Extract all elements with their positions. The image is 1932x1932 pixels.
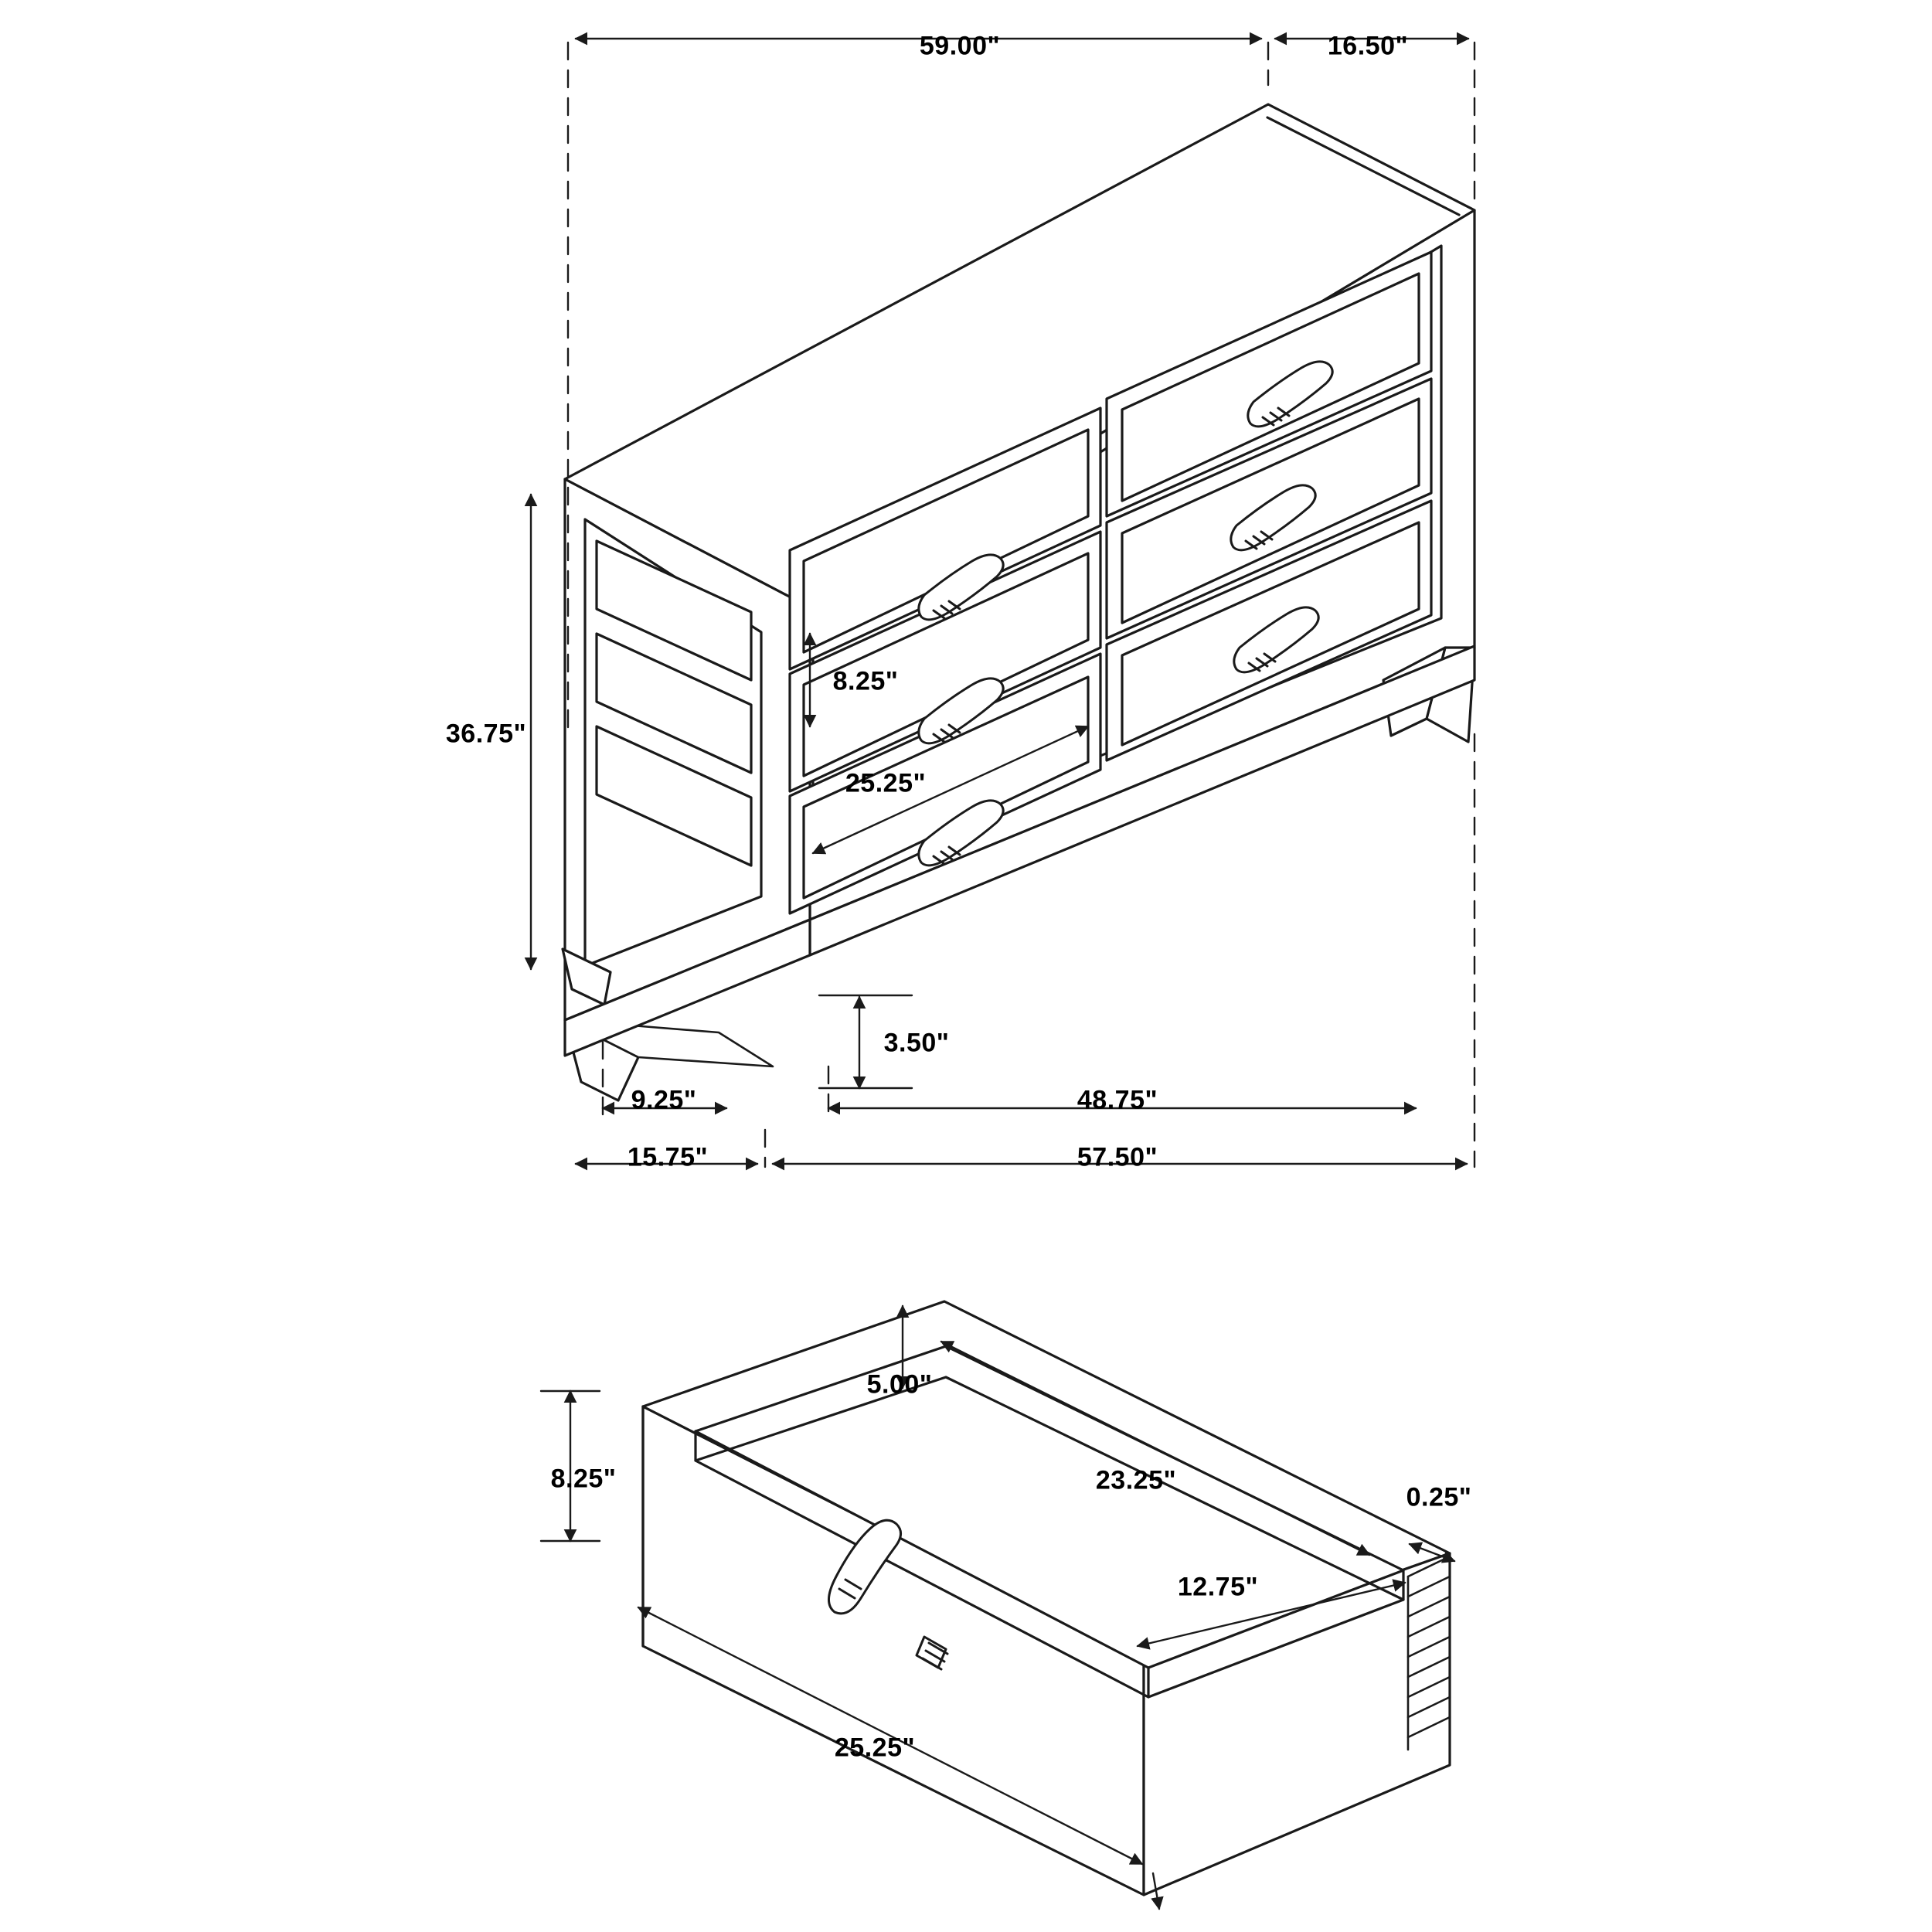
- dimension-label-drawer-height: 8.25": [832, 666, 899, 696]
- dimension-label-drawer-front-height: 8.25": [550, 1464, 617, 1494]
- dimension-label-drawer-inside-depth: 5.00": [866, 1369, 933, 1400]
- dimension-label-side-foot-offset: 9.25": [631, 1085, 697, 1115]
- dimension-label-drawer-width: 25.25": [845, 768, 927, 798]
- dimension-label-drawer-inside-length: 12.75": [1177, 1572, 1259, 1602]
- dimension-label-drawer-panel-thickness: 0.25": [1406, 1482, 1472, 1512]
- dimension-label-base-depth: 15.75": [627, 1142, 709, 1172]
- dimension-label-front-span: 48.75": [1077, 1085, 1158, 1115]
- dimension-label-overall-height: 36.75": [445, 719, 527, 749]
- dimension-label-base-width: 57.50": [1077, 1142, 1158, 1172]
- dimension-label-top-width: 59.00": [919, 31, 1001, 61]
- drawer-detail-body: [643, 1301, 1450, 1895]
- dimension-label-leg-height: 3.50": [883, 1028, 950, 1058]
- dimension-label-drawer-front-width: 25.25": [834, 1733, 916, 1763]
- dimension-label-top-depth: 16.50": [1327, 31, 1409, 61]
- dimension-label-drawer-inside-width: 23.25": [1095, 1465, 1177, 1495]
